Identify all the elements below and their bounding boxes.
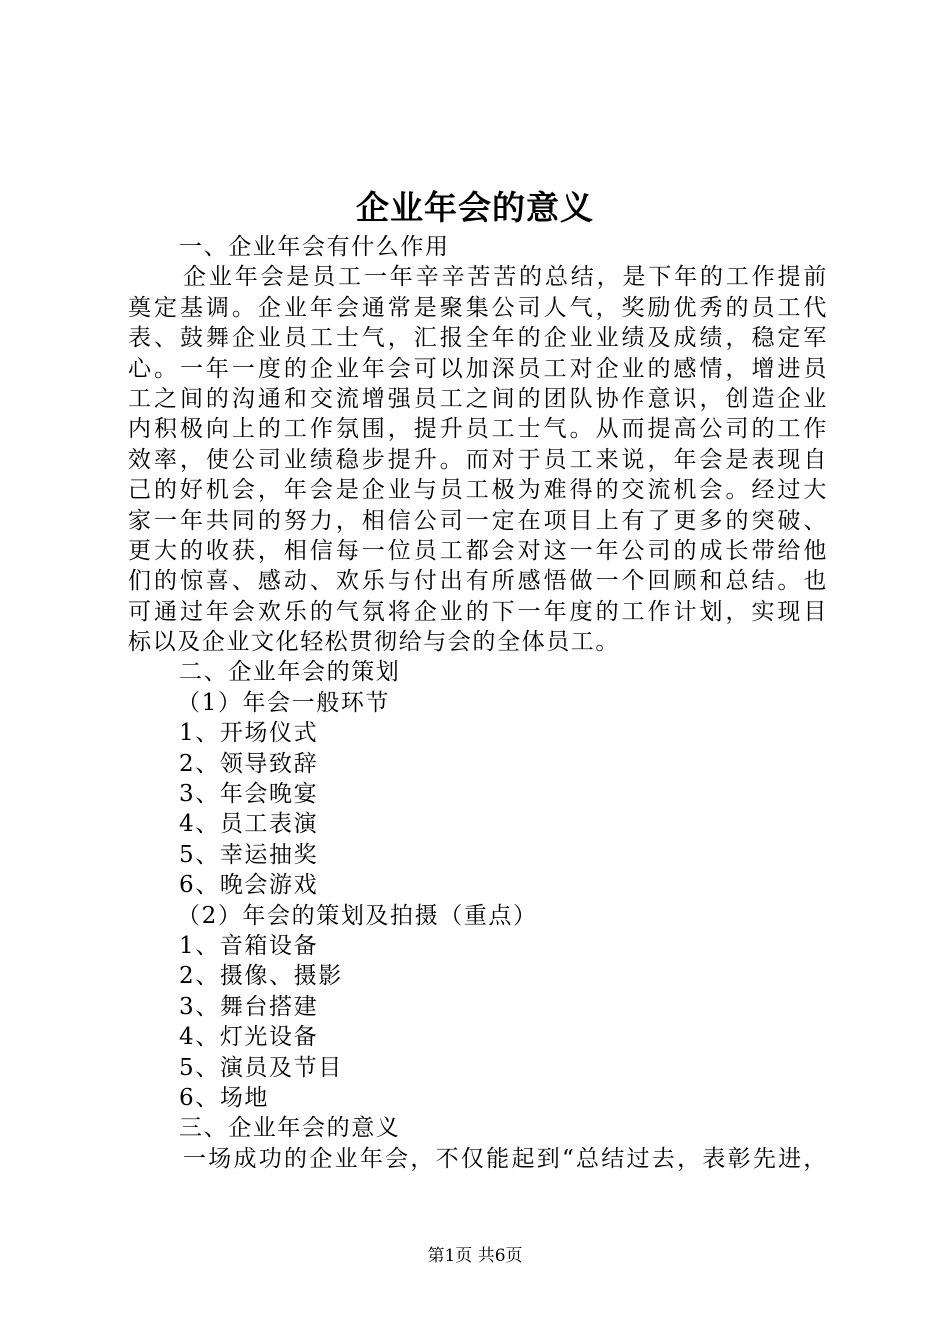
- subsection-heading: （1）年会一般环节: [177, 689, 391, 716]
- list-item: 5、演员及节目: [179, 1054, 343, 1081]
- list-item: 1、音箱设备: [179, 932, 319, 959]
- paragraph-line: 效率，使公司业绩稳步提升。而对于员工来说，年会是表现自: [128, 446, 828, 473]
- section-heading: 三、企业年会的意义: [179, 1115, 401, 1142]
- section-heading: 一、企业年会有什么作用: [179, 234, 450, 260]
- paragraph-line: 内积极向上的工作氛围，提升员工士气。从而提高公司的工作: [128, 416, 828, 443]
- subsection-heading: （2）年会的策划及拍摄（重点）: [177, 902, 538, 929]
- paragraph-line: 们的惊喜、感动、欢乐与付出有所感悟做一个回顾和总结。也: [128, 568, 828, 595]
- paragraph-line: 心。一年一度的企业年会可以加深员工对企业的感情，增进员: [128, 355, 828, 382]
- paragraph-line: 奠定基调。企业年会通常是聚集公司人气，奖励优秀的员工代: [128, 294, 828, 321]
- paragraph-line: 己的好机会，年会是企业与员工极为难得的交流机会。经过大: [128, 477, 828, 504]
- list-item: 1、开场仪式: [179, 720, 319, 747]
- paragraph-line: 一场成功的企业年会，不仅能起到“总结过去，表彰先进，: [183, 1145, 828, 1172]
- paragraph-line: 企业年会是员工一年辛辛苦苦的总结，是下年的工作提前: [183, 264, 828, 291]
- list-item: 3、舞台搭建: [179, 993, 319, 1020]
- list-item: 2、摄像、摄影: [179, 963, 343, 990]
- document-title: 企业年会的意义: [356, 188, 594, 227]
- paragraph-line: 表、鼓舞企业员工士气，汇报全年的企业业绩及成绩，稳定军: [128, 325, 828, 352]
- list-item: 4、员工表演: [179, 811, 319, 838]
- list-item: 2、领导致辞: [179, 750, 319, 777]
- list-item: 3、年会晚宴: [179, 781, 319, 808]
- paragraph-line: 家一年共同的努力，相信公司一定在项目上有了更多的突破、: [128, 507, 828, 534]
- paragraph-line: 更大的收获，相信每一位员工都会对这一年公司的成长带给他: [128, 537, 828, 564]
- list-item: 4、灯光设备: [179, 1024, 319, 1051]
- page-footer: 第1页 共6页: [427, 1246, 523, 1266]
- paragraph-line: 标以及企业文化轻松贯彻给与会的全体员工。: [128, 629, 620, 656]
- section-heading: 二、企业年会的策划: [179, 659, 401, 686]
- list-item: 6、场地: [179, 1084, 270, 1111]
- document-body: [128, 232, 828, 1174]
- paragraph-line: 可通过年会欢乐的气氛将企业的下一年度的工作计划，实现目: [128, 598, 828, 625]
- paragraph-line: 工之间的沟通和交流增强员工之间的团队协作意识，创造企业: [128, 385, 828, 412]
- list-item: 6、晚会游戏: [179, 872, 319, 899]
- list-item: 5、幸运抽奖: [179, 841, 319, 868]
